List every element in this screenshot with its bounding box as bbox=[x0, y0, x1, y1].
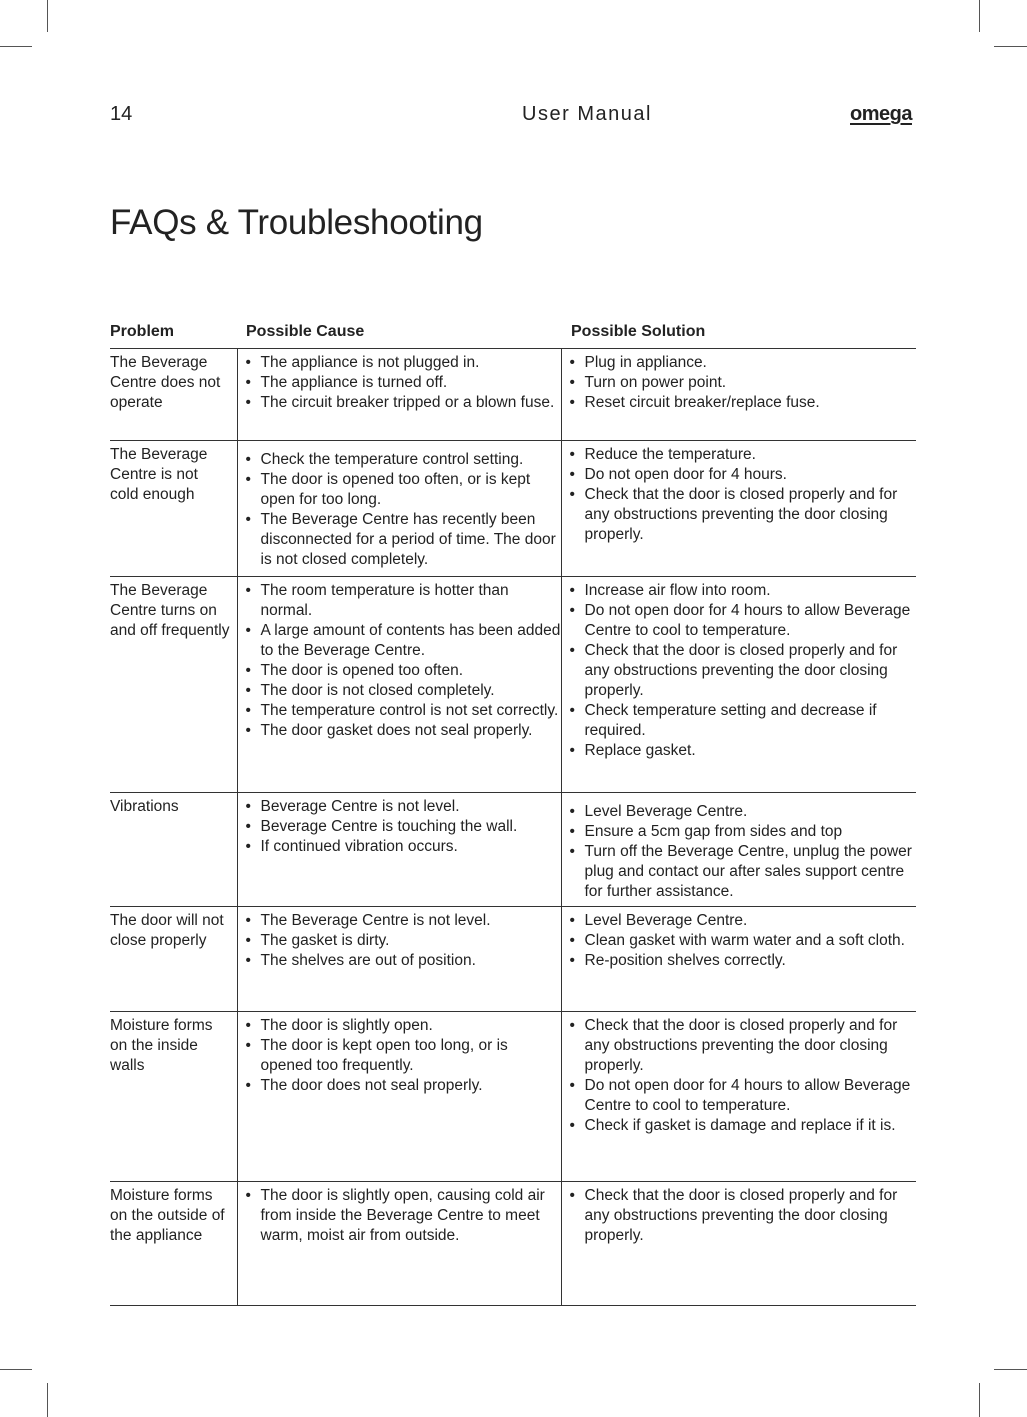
brand-logo bbox=[850, 103, 912, 126]
solution-item: • Check if gasket is damage and replace if it is. bbox=[570, 1116, 917, 1136]
solution-item: • Reduce the temperature. bbox=[570, 445, 917, 465]
cause-cell bbox=[237, 577, 561, 793]
cause-item: • The door gasket does not seal properly. bbox=[246, 721, 561, 741]
cause-list bbox=[246, 581, 561, 741]
brand-logo-text: omega bbox=[850, 103, 912, 125]
table-body bbox=[110, 349, 916, 1306]
solution-cell bbox=[561, 577, 916, 793]
solution-cell bbox=[561, 349, 916, 441]
cause-item: • A large amount of contents has been added to the Beverage Centre. bbox=[246, 621, 561, 661]
solution-item: • Do not open door for 4 hours to allow Beverage Centre to cool to temperature. bbox=[570, 1076, 917, 1116]
solution-cell bbox=[561, 441, 916, 577]
solution-cell bbox=[561, 1012, 916, 1182]
cause-cell bbox=[237, 907, 561, 1012]
solution-item: • Reset circuit breaker/replace fuse. bbox=[570, 393, 917, 413]
table-row bbox=[110, 441, 916, 577]
table-row bbox=[110, 1012, 916, 1182]
solution-item: • Check that the door is closed properly and for any obstructions preventing the door closing properly. bbox=[570, 641, 917, 701]
table-row bbox=[110, 349, 916, 441]
cause-cell bbox=[237, 441, 561, 577]
cause-list bbox=[246, 1016, 561, 1096]
solution-item: • Clean gasket with warm water and a soft cloth. bbox=[570, 931, 917, 951]
problem-cell: Moisture forms on the outside of the appliance bbox=[110, 1182, 237, 1306]
troubleshooting-table bbox=[110, 322, 916, 1306]
cause-item: • If continued vibration occurs. bbox=[246, 837, 561, 857]
solution-item: • Level Beverage Centre. bbox=[570, 911, 917, 931]
table-row bbox=[110, 1182, 916, 1306]
cause-item: • The appliance is turned off. bbox=[246, 373, 561, 393]
cause-item: • The shelves are out of position. bbox=[246, 951, 561, 971]
solution-list bbox=[570, 353, 917, 413]
crop-mark bbox=[47, 0, 48, 32]
cause-list bbox=[246, 353, 561, 413]
cause-item: • Check the temperature control setting. bbox=[246, 450, 561, 470]
cause-item: • The Beverage Centre is not level. bbox=[246, 911, 561, 931]
solution-cell bbox=[561, 907, 916, 1012]
solution-item: • Turn off the Beverage Centre, unplug the power plug and contact our after sales support centre for further assistance. bbox=[570, 842, 917, 902]
problem-cell: The Beverage Centre does not operate bbox=[110, 349, 237, 441]
column-header-problem: Problem bbox=[110, 322, 237, 349]
solution-item: • Ensure a 5cm gap from sides and top bbox=[570, 822, 917, 842]
cause-list bbox=[246, 911, 561, 971]
problem-cell: Vibrations bbox=[110, 793, 237, 907]
cause-item: • The door is opened too often. bbox=[246, 661, 561, 681]
cause-item: • The door is slightly open. bbox=[246, 1016, 561, 1036]
cause-list bbox=[246, 450, 561, 570]
solution-item: • Do not open door for 4 hours. bbox=[570, 465, 917, 485]
solution-list bbox=[570, 581, 917, 761]
solution-cell bbox=[561, 1182, 916, 1306]
cause-cell bbox=[237, 1012, 561, 1182]
crop-mark bbox=[0, 1369, 32, 1370]
problem-cell: The Beverage Centre turns on and off frequently bbox=[110, 577, 237, 793]
cause-item: • The appliance is not plugged in. bbox=[246, 353, 561, 373]
solution-item: • Do not open door for 4 hours to allow Beverage Centre to cool to temperature. bbox=[570, 601, 917, 641]
solution-item: • Plug in appliance. bbox=[570, 353, 917, 373]
cause-item: • The gasket is dirty. bbox=[246, 931, 561, 951]
solution-list bbox=[570, 802, 917, 902]
cause-item: • Beverage Centre is touching the wall. bbox=[246, 817, 561, 837]
crop-mark bbox=[994, 1369, 1027, 1370]
manual-title: User Manual bbox=[522, 103, 652, 125]
page-number: 14 bbox=[110, 103, 133, 125]
crop-mark bbox=[0, 46, 32, 47]
cause-cell bbox=[237, 349, 561, 441]
cause-item: • The temperature control is not set correctly. bbox=[246, 701, 561, 721]
solution-list bbox=[570, 445, 917, 545]
cause-list bbox=[246, 797, 561, 857]
cause-item: • The door is opened too often, or is kept open for too long. bbox=[246, 470, 561, 510]
problem-cell: The Beverage Centre is not cold enough bbox=[110, 441, 237, 577]
cause-item: • The door is not closed completely. bbox=[246, 681, 561, 701]
crop-mark bbox=[979, 0, 980, 32]
cause-item: • The circuit breaker tripped or a blown fuse. bbox=[246, 393, 561, 413]
table-row bbox=[110, 907, 916, 1012]
table-header-row bbox=[110, 322, 916, 349]
crop-mark bbox=[979, 1383, 980, 1417]
problem-cell: Moisture forms on the inside walls bbox=[110, 1012, 237, 1182]
solution-item: • Check that the door is closed properly and for any obstructions preventing the door closing properly. bbox=[570, 485, 917, 545]
cause-cell bbox=[237, 793, 561, 907]
cause-item: • Beverage Centre is not level. bbox=[246, 797, 561, 817]
column-header-solution: Possible Solution bbox=[561, 322, 916, 349]
cause-item: • The Beverage Centre has recently been disconnected for a period of time. The door is not closed completely. bbox=[246, 510, 561, 570]
column-header-cause: Possible Cause bbox=[237, 322, 561, 349]
problem-cell: The door will not close properly bbox=[110, 907, 237, 1012]
crop-mark bbox=[47, 1383, 48, 1417]
cause-item: • The door does not seal properly. bbox=[246, 1076, 561, 1096]
solution-list bbox=[570, 911, 917, 971]
solution-list bbox=[570, 1186, 917, 1246]
cause-item: • The room temperature is hotter than normal. bbox=[246, 581, 561, 621]
cause-cell bbox=[237, 1182, 561, 1306]
crop-mark bbox=[994, 46, 1027, 47]
cause-item: • The door is slightly open, causing cold air from inside the Beverage Centre to meet warm, moist air from outside. bbox=[246, 1186, 561, 1246]
cause-list bbox=[246, 1186, 561, 1246]
solution-cell bbox=[561, 793, 916, 907]
solution-item: • Check that the door is closed properly and for any obstructions preventing the door closing properly. bbox=[570, 1016, 917, 1076]
solution-item: • Replace gasket. bbox=[570, 741, 917, 761]
solution-item: • Check that the door is closed properly and for any obstructions preventing the door closing properly. bbox=[570, 1186, 917, 1246]
solution-item: • Level Beverage Centre. bbox=[570, 802, 917, 822]
solution-item: • Check temperature setting and decrease if required. bbox=[570, 701, 917, 741]
table-row bbox=[110, 577, 916, 793]
table-row bbox=[110, 793, 916, 907]
cause-item: • The door is kept open too long, or is opened too frequently. bbox=[246, 1036, 561, 1076]
page-title: FAQs & Troubleshooting bbox=[110, 203, 483, 242]
solution-item: • Increase air flow into room. bbox=[570, 581, 917, 601]
solution-list bbox=[570, 1016, 917, 1136]
solution-item: • Re-position shelves correctly. bbox=[570, 951, 917, 971]
solution-item: • Turn on power point. bbox=[570, 373, 917, 393]
